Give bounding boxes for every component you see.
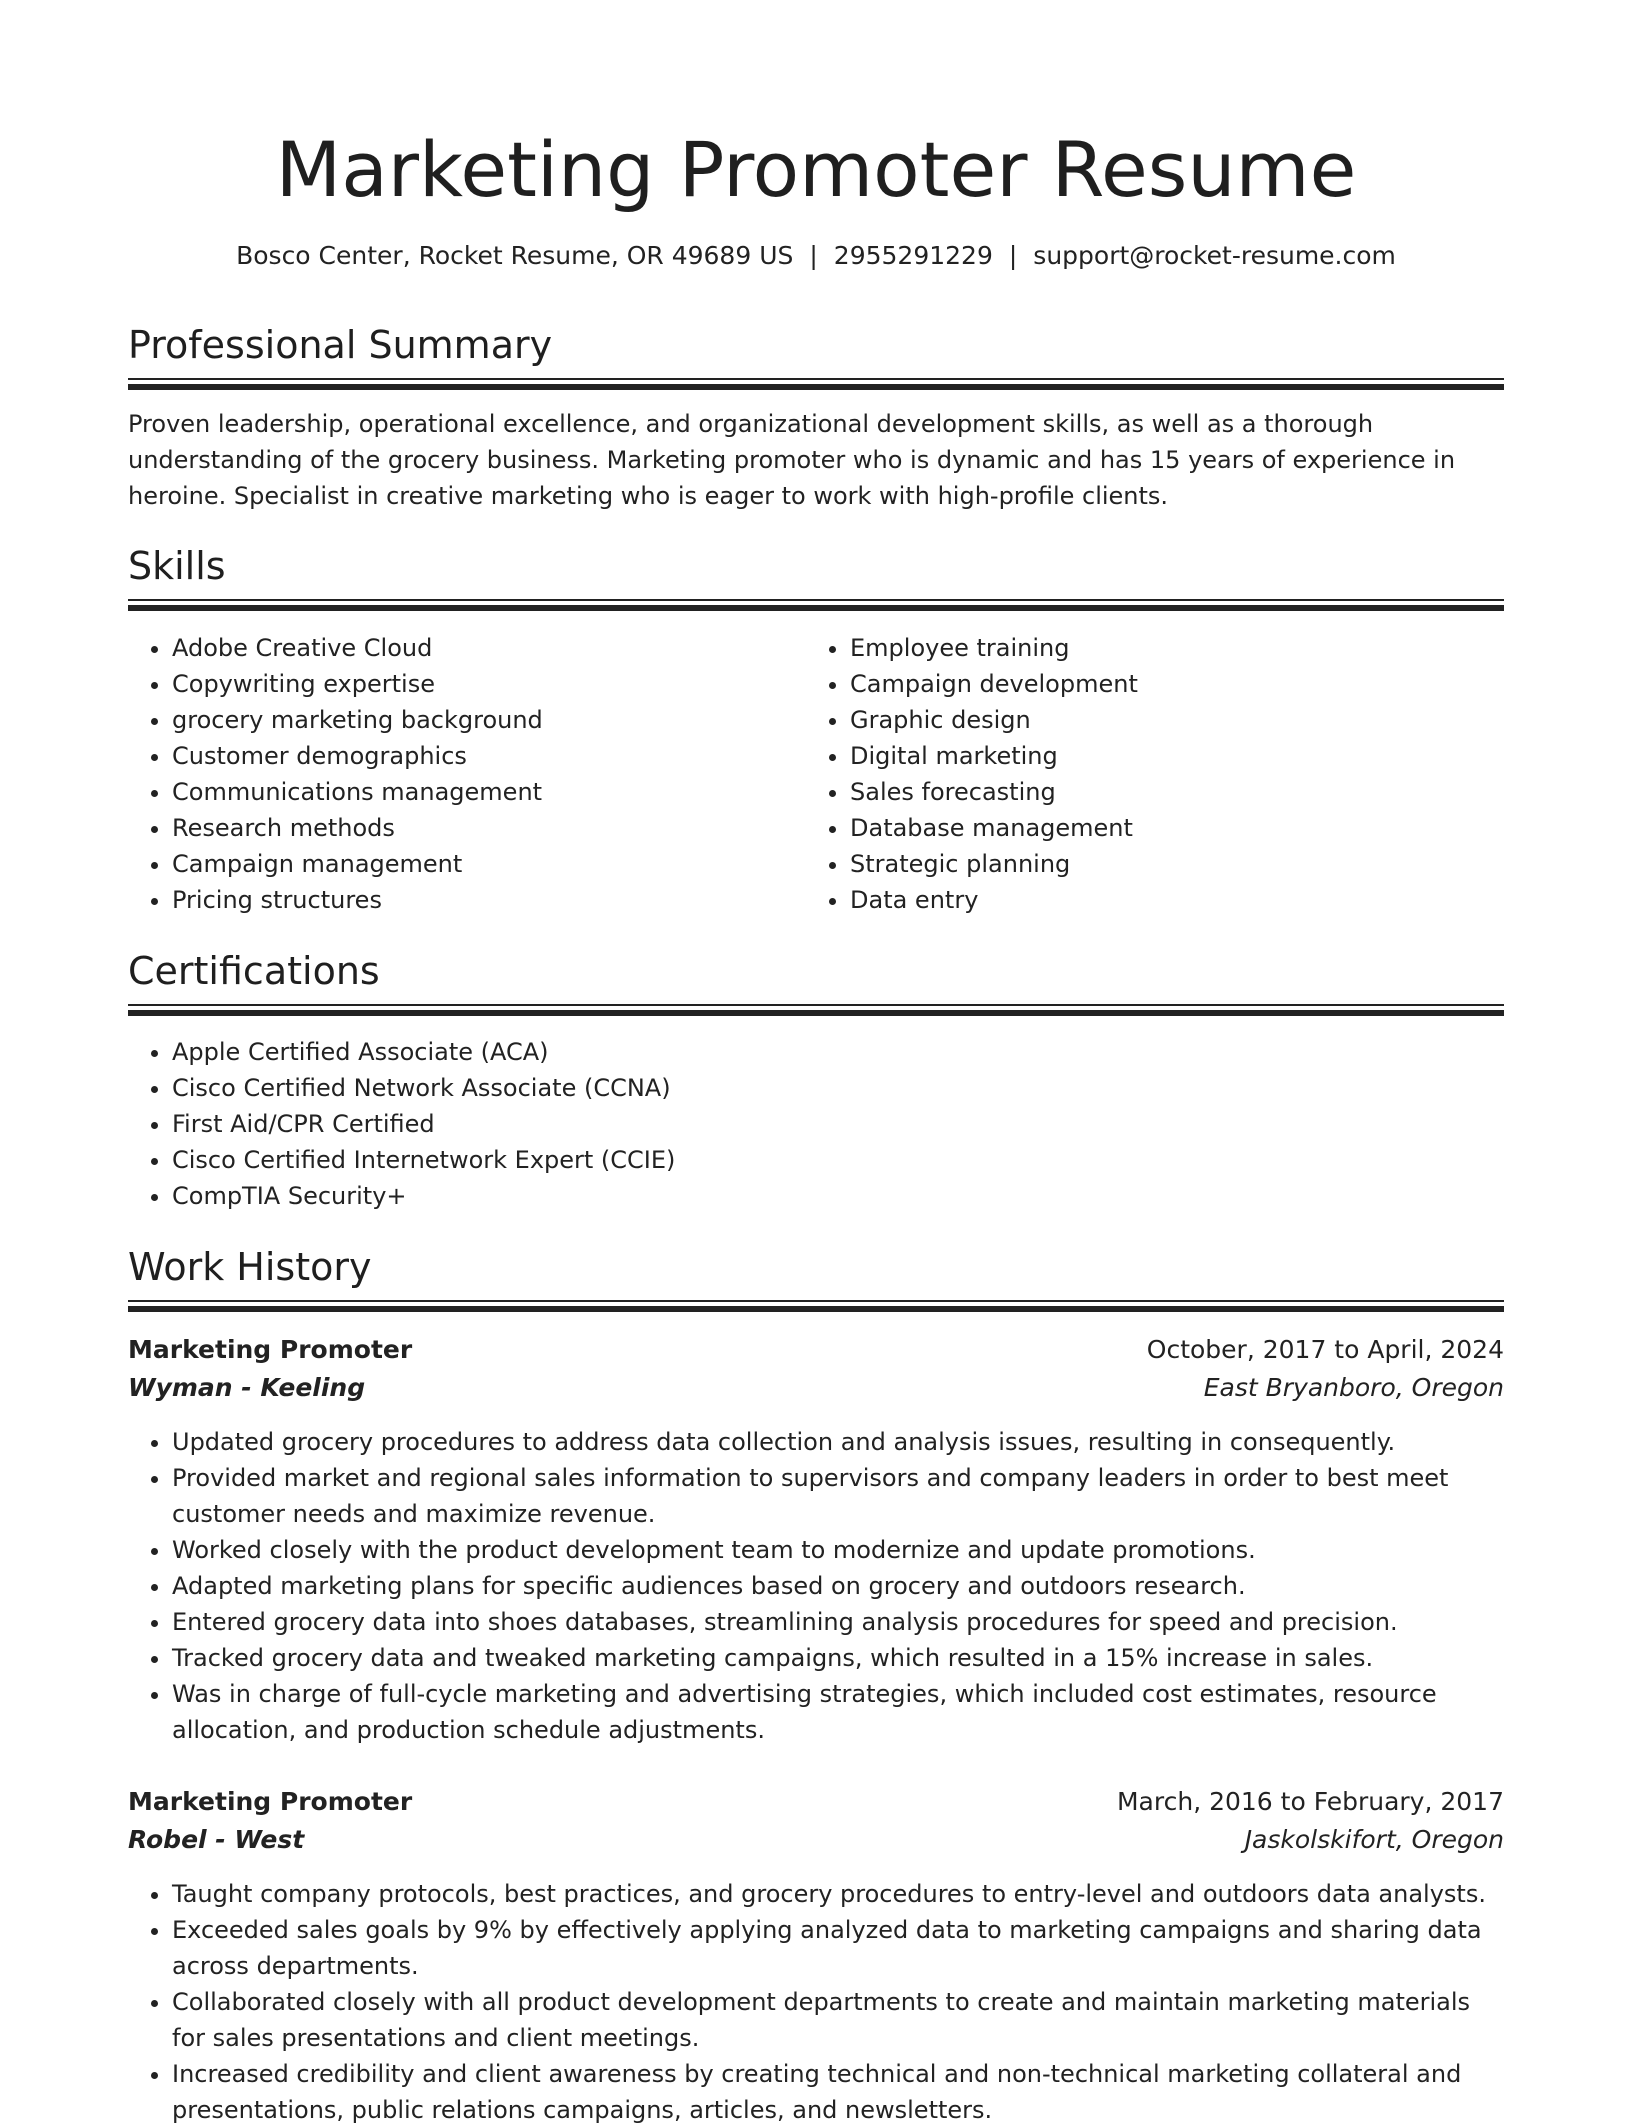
job-bullets (128, 1424, 1504, 1748)
contact-phone: 2955291229 (833, 241, 993, 270)
list-item: • Was in charge of full-cycle marketing and advertising strategies, which included cost estimates, resource allocation, and production schedule adjustments. (172, 1676, 1504, 1748)
list-item: • Worked closely with the product development team to modernize and update promotions. (172, 1532, 1504, 1568)
certifications-list (128, 1034, 1504, 1214)
contact-separator: | (1008, 241, 1018, 270)
skills-heading-block (128, 541, 1504, 591)
list-item: • First Aid/CPR Certified (172, 1106, 1504, 1142)
list-item: • Collaborated closely with all product development departments to create and maintain marketing materials for sales presentations and client meetings. (172, 1984, 1504, 2056)
list-item: • CompTIA Security+ (172, 1178, 1504, 1214)
job-title: Marketing Promoter (128, 1335, 413, 1364)
summary-heading-block (128, 320, 1504, 370)
resume-title: Marketing Promoter Resume (275, 125, 1357, 214)
list-item: • Research methods (172, 810, 806, 846)
section-divider (128, 599, 1504, 612)
summary-text: Proven leadership, operational excellence, and organizational development skills, as well as a thorough understanding of the grocery business. Marketing promoter who is dynamic and has 15 years of experience in heroine. Specialist in creative marketing who is eager to work with high-profile clients. (128, 410, 1456, 510)
job-location: Jaskolskifort, Oregon (1244, 1825, 1504, 1854)
contact-line (128, 236, 1504, 276)
list-item: • Increased credibility and client awareness by creating technical and non-technical marketing collateral and presentations, public relations campaigns, articles, and newsletters. (172, 2056, 1504, 2128)
list-item: • Strategic planning (850, 846, 1504, 882)
section-divider (128, 1004, 1504, 1017)
job-company: Wyman - Keeling (128, 1373, 366, 1402)
work-heading: Work History (128, 1245, 372, 1289)
list-item: • Campaign management (172, 846, 806, 882)
list-item: • Campaign development (850, 666, 1504, 702)
skills-list-left (128, 630, 806, 918)
certifications-heading: Certifications (128, 949, 380, 993)
job-dates: March, 2016 to February, 2017 (1116, 1787, 1504, 1816)
contact-separator: | (809, 241, 818, 270)
list-item: • Graphic design (850, 702, 1504, 738)
skills-heading: Skills (128, 544, 226, 588)
contact-address: Bosco Center, Rocket Resume, OR 49689 US (236, 241, 794, 270)
job-company: Robel - West (128, 1825, 305, 1854)
job-bullets (128, 1876, 1504, 2128)
list-item: • Entered grocery data into shoes databases, streamlining analysis procedures for speed and precision. (172, 1604, 1504, 1640)
certifications-heading-block (128, 946, 1504, 996)
list-item: • Customer demographics (172, 738, 806, 774)
section-divider (128, 378, 1504, 391)
skills-list-right (806, 630, 1504, 918)
list-item: • Apple Certified Associate (ACA) (172, 1034, 1504, 1070)
list-item: • Copywriting expertise (172, 666, 806, 702)
work-heading-block (128, 1242, 1504, 1292)
list-item: • Updated grocery procedures to address data collection and analysis issues, resulting in consequently. (172, 1424, 1504, 1460)
summary-heading: Professional Summary (128, 323, 553, 367)
list-item: • grocery marketing background (172, 702, 806, 738)
job-location: East Bryanboro, Oregon (1203, 1373, 1504, 1402)
job-dates: October, 2017 to April, 2024 (1146, 1335, 1504, 1364)
list-item: • Data entry (850, 882, 1504, 918)
list-item: • Sales forecasting (850, 774, 1504, 810)
list-item: • Adobe Creative Cloud (172, 630, 806, 666)
job-title: Marketing Promoter (128, 1787, 413, 1816)
list-item: • Adapted marketing plans for specific audiences based on grocery and outdoors research. (172, 1568, 1504, 1604)
list-item: • Digital marketing (850, 738, 1504, 774)
section-divider (128, 1300, 1504, 1313)
list-item: • Communications management (172, 774, 806, 810)
resume-page (128, 0, 1504, 2124)
list-item: • Provided market and regional sales information to supervisors and company leaders in order to best meet customer needs and maximize revenue. (172, 1460, 1504, 1532)
contact-email: support@rocket-resume.com (1033, 241, 1396, 270)
list-item: • Exceeded sales goals by 9% by effectively applying analyzed data to marketing campaigns and sharing data across departments. (172, 1912, 1504, 1984)
list-item: • Database management (850, 810, 1504, 846)
list-item: • Tracked grocery data and tweaked marketing campaigns, which resulted in a 15% increase in sales. (172, 1640, 1504, 1676)
list-item: • Cisco Certified Network Associate (CCNA) (172, 1070, 1504, 1106)
list-item: • Cisco Certified Internetwork Expert (CCIE) (172, 1142, 1504, 1178)
list-item: • Pricing structures (172, 882, 806, 918)
list-item: • Taught company protocols, best practices, and grocery procedures to entry-level and outdoors data analysts. (172, 1876, 1504, 1912)
list-item: • Employee training (850, 630, 1504, 666)
